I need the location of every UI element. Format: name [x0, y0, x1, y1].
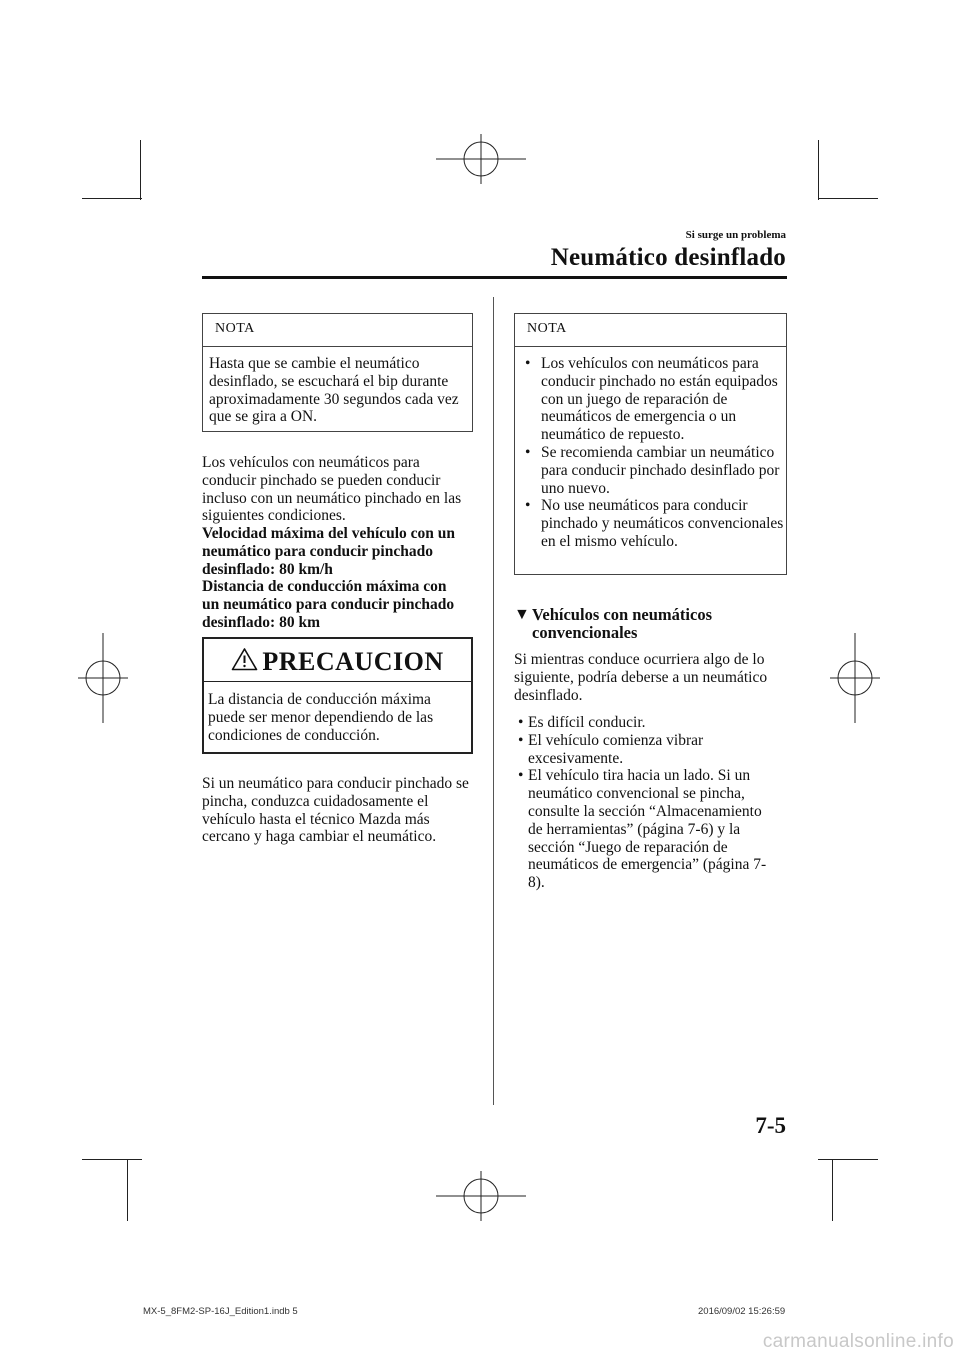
note-box-right [514, 313, 787, 575]
subheading-text: Vehículos con neumáticos convencionales [532, 605, 712, 642]
list-item [515, 497, 785, 550]
registration-mark-right-icon [830, 633, 880, 723]
bullet-dot: • [525, 355, 531, 372]
speed-spec: Velocidad máxima del vehículo con un neumático para conducir pinchado desinflado: 80 km/h [202, 525, 456, 578]
caution-header [204, 647, 471, 677]
footer-file: MX-5_8FM2-SP-16J_Edition1.indb 5 [143, 1306, 298, 1317]
triangle-down-icon: ▼ [514, 606, 530, 623]
section-label: Si surge un problema [685, 229, 786, 241]
list-item [515, 444, 785, 497]
caution-separator [204, 681, 471, 682]
note-box-left [202, 313, 473, 432]
header-rule [202, 276, 787, 279]
list-item [514, 714, 776, 732]
note-separator [203, 346, 472, 347]
page-title: Neumático desinflado [550, 244, 786, 271]
right-bullets [514, 714, 776, 892]
page-number: 7-5 [755, 1113, 786, 1138]
note-bullet-2: Se recomienda cambiar un neumático para conducir pinchado desinflado por uno nuevo. [541, 443, 780, 497]
note-bullet-3: No use neumáticos para conducir pinchado y neumáticos convencionales en el mismo vehículo. [541, 497, 784, 550]
bullet-dot: • [518, 731, 524, 749]
caution-body: La distancia de conducción máxima puede ser menor dependiendo de las condiciones de conducción. [208, 691, 434, 744]
bullet-dot: • [525, 497, 531, 515]
list-item [515, 355, 785, 444]
footer-datetime: 2016/09/02 15:26:59 [698, 1306, 786, 1317]
caution-box [202, 637, 473, 754]
note-body: Hasta que se cambie el neumático desinflado, se escuchará el bip durante aproximadamente 30 segundos cada vez que se gira a ON. [209, 355, 459, 426]
distance-spec: Distancia de conducción máxima con un neumático para conducir pinchado desinflado: 80 km [202, 578, 455, 631]
column-divider [493, 297, 494, 1105]
bullet-dot: • [525, 443, 531, 461]
caution-heading: PRECAUCION [262, 647, 444, 676]
note-separator-right [515, 346, 786, 347]
list-item [514, 767, 776, 892]
right-bullet-2: El vehículo comienza vibrar excesivamente. [528, 731, 704, 767]
watermark: carmanualsonline.info [762, 1331, 954, 1352]
note-bullets [515, 355, 785, 551]
closing-paragraph: Si un neumático para conducir pinchado se pincha, conduzca cuidadosamente el vehículo hasta el técnico Mazda más cercano y haga cambiar el neumático. [202, 775, 469, 846]
bullet-dot: • [518, 714, 524, 731]
warning-triangle-icon [231, 647, 258, 671]
right-bullet-3: El vehículo tira hacia un lado. Si un neumático convencional se pincha, consulte la sección “Almacenamiento de herramientas” (página 7-6) y la sección “Juego de reparación de neumáticos de emergencia” (página 7-8). [528, 767, 767, 892]
note-heading-right: NOTA [527, 321, 567, 336]
note-heading: NOTA [215, 321, 255, 336]
bullet-dot: • [518, 767, 524, 785]
registration-mark-bottom-icon [436, 1171, 526, 1221]
registration-mark-top-icon [436, 134, 526, 184]
note-bullet-1: Los vehículos con neumáticos para conducir pinchado no están equipados con un juego de reparación de neumáticos de emergencia o un neumático de repuesto. [541, 355, 778, 444]
intro-paragraph: Los vehículos con neumáticos para conducir pinchado se pueden conducir incluso con un neumático pinchado en las siguientes condiciones. [202, 454, 462, 525]
registration-mark-left-icon [78, 633, 128, 723]
subheading [514, 606, 764, 642]
right-paragraph: Si mientras conduce ocurriera algo de lo siguiente, podría deberse a un neumático desinflado. [514, 651, 768, 704]
list-item [514, 732, 776, 768]
right-bullet-1: Es difícil conducir. [528, 714, 646, 731]
